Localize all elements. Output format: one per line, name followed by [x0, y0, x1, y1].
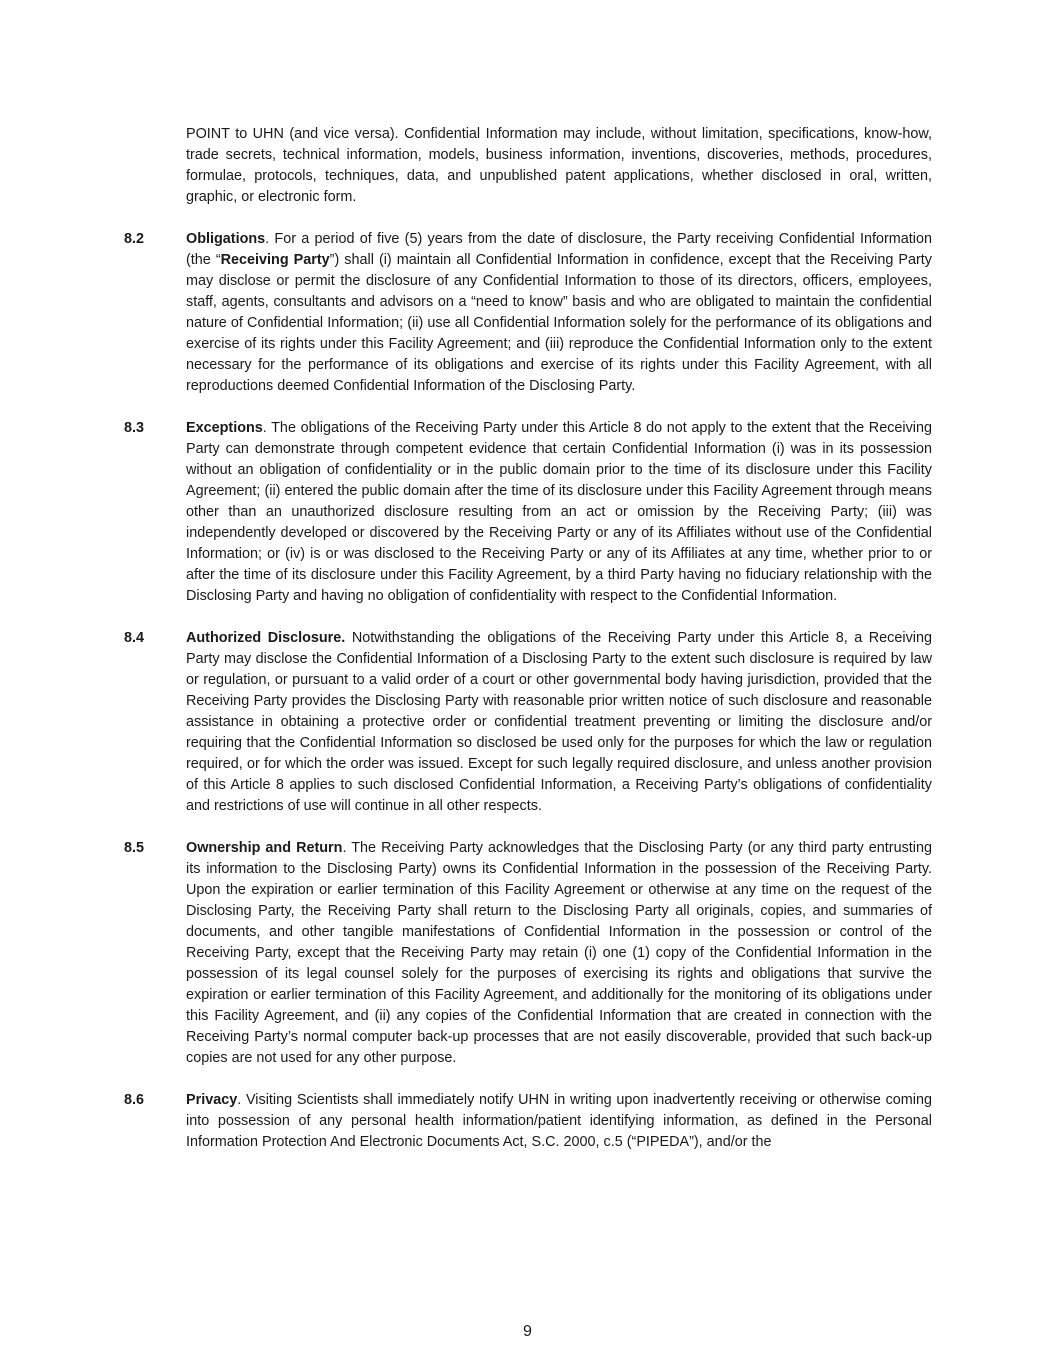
section-text	[186, 229, 932, 397]
section-8-4	[124, 628, 932, 817]
section-text	[186, 838, 932, 1069]
section-body: ”) shall (i) maintain all Confidential Information in confidence, except that the Receiving Party may disclose or permit the disclosure of any Confidential Information to those of its directors, officers, employees, staff, agents, consultants and advisors on a “need to know” basis and who are obligated to maintain the confidential nature of Confidential Information; (ii) use all Confidential Information solely for the performance of its obligations and exercise of its rights under this Facility Agreement; and (iii) reproduce the Confidential Information only to the extent necessary for the performance of its obligations and exercise of its rights under this Facility Agreement, with all reproductions deemed Confidential Information of the Disclosing Party.	[186, 252, 932, 394]
section-body: Notwithstanding the obligations of the Receiving Party under this Article 8, a Receiving Party may disclose the Confidential Information of a Disclosing Party to the extent such disclosure is required by law or regulation, or pursuant to a valid order of a court or other governmental body having jurisdiction, provided that the Receiving Party provides the Disclosing Party with reasonable prior written notice of such disclosure and reasonable assistance in obtaining a protective order or confidential treatment preventing or limiting the disclosure and/or requiring that the Confidential Information so disclosed be used only for the purposes for which the law or regulation required, or for which the order was issued. Except for such legally required disclosure, and unless another provision of this Article 8 applies to such disclosed Confidential Information, a Receiving Party’s obligations of confidentiality and restrictions of use will continue in all other respects.	[186, 630, 932, 814]
section-text	[186, 628, 932, 817]
section-body: . Visiting Scientists shall immediately notify UHN in writing upon inadvertently receiving or otherwise coming into possession of any personal health information/patient identifying information, as defined in the Personal Information Protection And Electronic Documents Act, S.C. 2000, c.5 (“PIPEDA”), and/or the	[186, 1092, 932, 1150]
section-body: . The Receiving Party acknowledges that the Disclosing Party (or any third party entrusting its information to the Disclosing Party) owns its Confidential Information in the possession of the Receiving Party. Upon the expiration or earlier termination of this Facility Agreement or otherwise at any time on the request of the Disclosing Party, the Receiving Party shall return to the Disclosing Party all originals, copies, and summaries of documents, and other tangible manifestations of Confidential Information in the possession or control of the Receiving Party, except that the Receiving Party may retain (i) one (1) copy of the Confidential Information in the possession of its legal counsel solely for the purposes of exercising its rights and obligations that survive the expiration or earlier termination of this Facility Agreement, and additionally for the monitoring of its obligations under this Facility Agreement, and (ii) any copies of the Confidential Information that are created in connection with the Receiving Party’s normal computer back-up processes that are not easily discoverable, provided that such back-up copies are not used for any other purpose.	[186, 840, 932, 1066]
section-number: 8.2	[124, 231, 145, 247]
section-body: . The obligations of the Receiving Party under this Article 8 do not apply to the extent that the Receiving Party can demonstrate through competent evidence that certain Confidential Information (i) was in its possession without an obligation of confidentiality or in the public domain prior to the time of its disclosure under this Facility Agreement; (ii) entered the public domain after the time of its disclosure under this Facility Agreement through means other than an unauthorized disclosure resulting from an act or omission by the Receiving Party; (iii) was independently developed or discovered by the Receiving Party or any of its Affiliates without use of the Confidential Information; or (iv) is or was disclosed to the Receiving Party or any of its Affiliates at any time, whether prior to or after the time of its disclosure under this Facility Agreement, by a third Party having no fiduciary relationship with the Disclosing Party and having no obligation of confidentiality with respect to the Confidential Information.	[186, 420, 932, 604]
section-number: 8.3	[124, 420, 145, 436]
section-heading: Privacy	[186, 1092, 238, 1108]
section-heading: Ownership and Return	[186, 840, 343, 856]
section-number: 8.6	[124, 1092, 145, 1108]
section-8-6	[124, 1090, 932, 1153]
section-heading: Obligations	[186, 231, 266, 247]
continuation-text: POINT to UHN (and vice versa). Confidential Information may include, without limitation, specifications, know-how, trade secrets, technical information, models, business information, inventions, discoveries, methods, procedures, formulae, protocols, techniques, data, and unpublished patent applications, whether disclosed in oral, written, graphic, or electronic form.	[186, 126, 932, 205]
section-number: 8.4	[124, 630, 145, 646]
page-number: 9	[523, 1323, 532, 1340]
document-body	[124, 124, 932, 1153]
section-heading: Exceptions	[186, 420, 263, 436]
section-number: 8.5	[124, 840, 145, 856]
defined-term: Receiving Party	[220, 252, 330, 268]
section-body-lead: . For a period of five (5) years from the date of disclosure, the Party receiving Confidential Information (the “	[186, 231, 932, 268]
continuation-paragraph	[124, 124, 932, 208]
section-text	[186, 1090, 932, 1153]
section-8-2	[124, 229, 932, 397]
section-text	[186, 418, 932, 607]
section-8-3	[124, 418, 932, 607]
section-8-5	[124, 838, 932, 1069]
section-heading: Authorized Disclosure.	[186, 630, 346, 646]
